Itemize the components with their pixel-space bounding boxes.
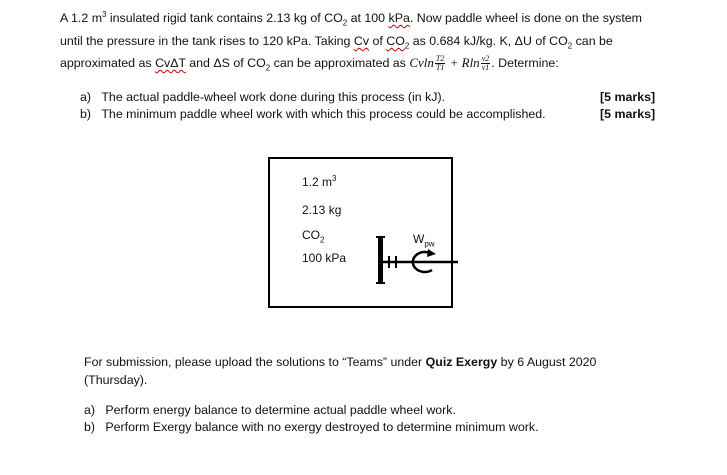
fraction-numerator: v2 xyxy=(481,54,490,64)
text-run: can be approximated as xyxy=(270,56,410,70)
superscript: 3 xyxy=(332,174,337,183)
tank-volume xyxy=(302,175,336,189)
question-b xyxy=(80,107,546,121)
fraction-denominator: v1 xyxy=(481,63,490,73)
question-text: The actual paddle-wheel work done during this process (in kJ). xyxy=(101,90,446,104)
quiz-name: Quiz Exergy xyxy=(425,355,498,369)
text-run: as 0.684 kJ/kg. K, xyxy=(409,34,515,48)
text-run: 1.2 m xyxy=(302,175,333,189)
text-run: A 1.2 m xyxy=(60,11,103,25)
formula-term: Rln xyxy=(461,55,480,70)
subscript: pw xyxy=(424,239,435,249)
marks-a: [5 marks] xyxy=(600,90,656,104)
question-label: b) xyxy=(80,107,92,121)
text-run: of xyxy=(369,34,387,48)
text-run: can be xyxy=(572,34,613,48)
text-run: CO xyxy=(302,228,320,242)
tank-mass: 2.13 kg xyxy=(302,203,342,217)
task-text: Perform Exergy balance with no exergy destroyed to determine minimum work. xyxy=(105,420,539,434)
question-a xyxy=(80,90,445,104)
text-run: until the pressure in the tank rises to 120 kPa. Taking xyxy=(60,34,354,48)
text-run: W xyxy=(413,232,425,246)
subscript: 2 xyxy=(265,63,271,73)
subscript: 2 xyxy=(404,41,410,51)
fraction-numerator: T2 xyxy=(435,54,445,64)
question-label: a) xyxy=(80,90,92,104)
text-run: approximated as xyxy=(60,56,156,70)
task-text: Perform energy balance to determine actual paddle wheel work. xyxy=(105,403,456,417)
text-run: at 100 xyxy=(347,11,389,25)
question-text: The minimum paddle wheel work with which this process could be accomplished. xyxy=(101,107,546,121)
text-run: . Now paddle wheel is done on the system xyxy=(409,11,642,25)
text-run: by 6 August 2020 xyxy=(497,355,597,369)
plus-sign: + xyxy=(446,55,462,70)
text-run: of CO xyxy=(531,34,568,48)
subscript: 2 xyxy=(567,41,573,51)
tank-gas xyxy=(302,228,325,245)
fraction-denominator: T1 xyxy=(435,63,445,73)
task-a xyxy=(84,403,456,417)
paddle-wheel-icon xyxy=(368,230,460,290)
text-run: and ΔS of CO xyxy=(185,56,266,70)
task-label: b) xyxy=(84,420,96,434)
subscript: 2 xyxy=(320,235,325,245)
text-run: . Determine: xyxy=(491,56,559,70)
spellcheck-word xyxy=(386,34,410,51)
superscript: 3 xyxy=(102,9,107,19)
spellcheck-word: CvΔT xyxy=(155,56,186,70)
text-run: For submission, please upload the solutions to “Teams” under xyxy=(84,355,426,369)
task-b xyxy=(84,420,539,434)
subscript: 2 xyxy=(342,18,348,28)
marks-b: [5 marks] xyxy=(600,107,656,121)
submission-line-1 xyxy=(84,355,596,369)
formula-term: Cvln xyxy=(409,55,434,70)
problem-line-1 xyxy=(60,9,642,28)
delta-u: ΔU xyxy=(514,34,532,48)
spellcheck-word: kPa xyxy=(388,11,410,25)
fraction-t2-t1 xyxy=(435,55,445,72)
problem-line-3 xyxy=(60,55,559,72)
text-run: CO xyxy=(386,34,405,48)
spellcheck-word: Cv xyxy=(353,34,370,48)
text-run: insulated rigid tank contains 2.13 kg of CO xyxy=(106,11,343,25)
tank-pressure: 100 kPa xyxy=(302,251,347,265)
fraction-v2-v1 xyxy=(481,55,491,72)
task-label: a) xyxy=(84,403,96,417)
submission-line-2: (Thursday). xyxy=(84,373,148,387)
problem-line-2 xyxy=(60,34,613,51)
